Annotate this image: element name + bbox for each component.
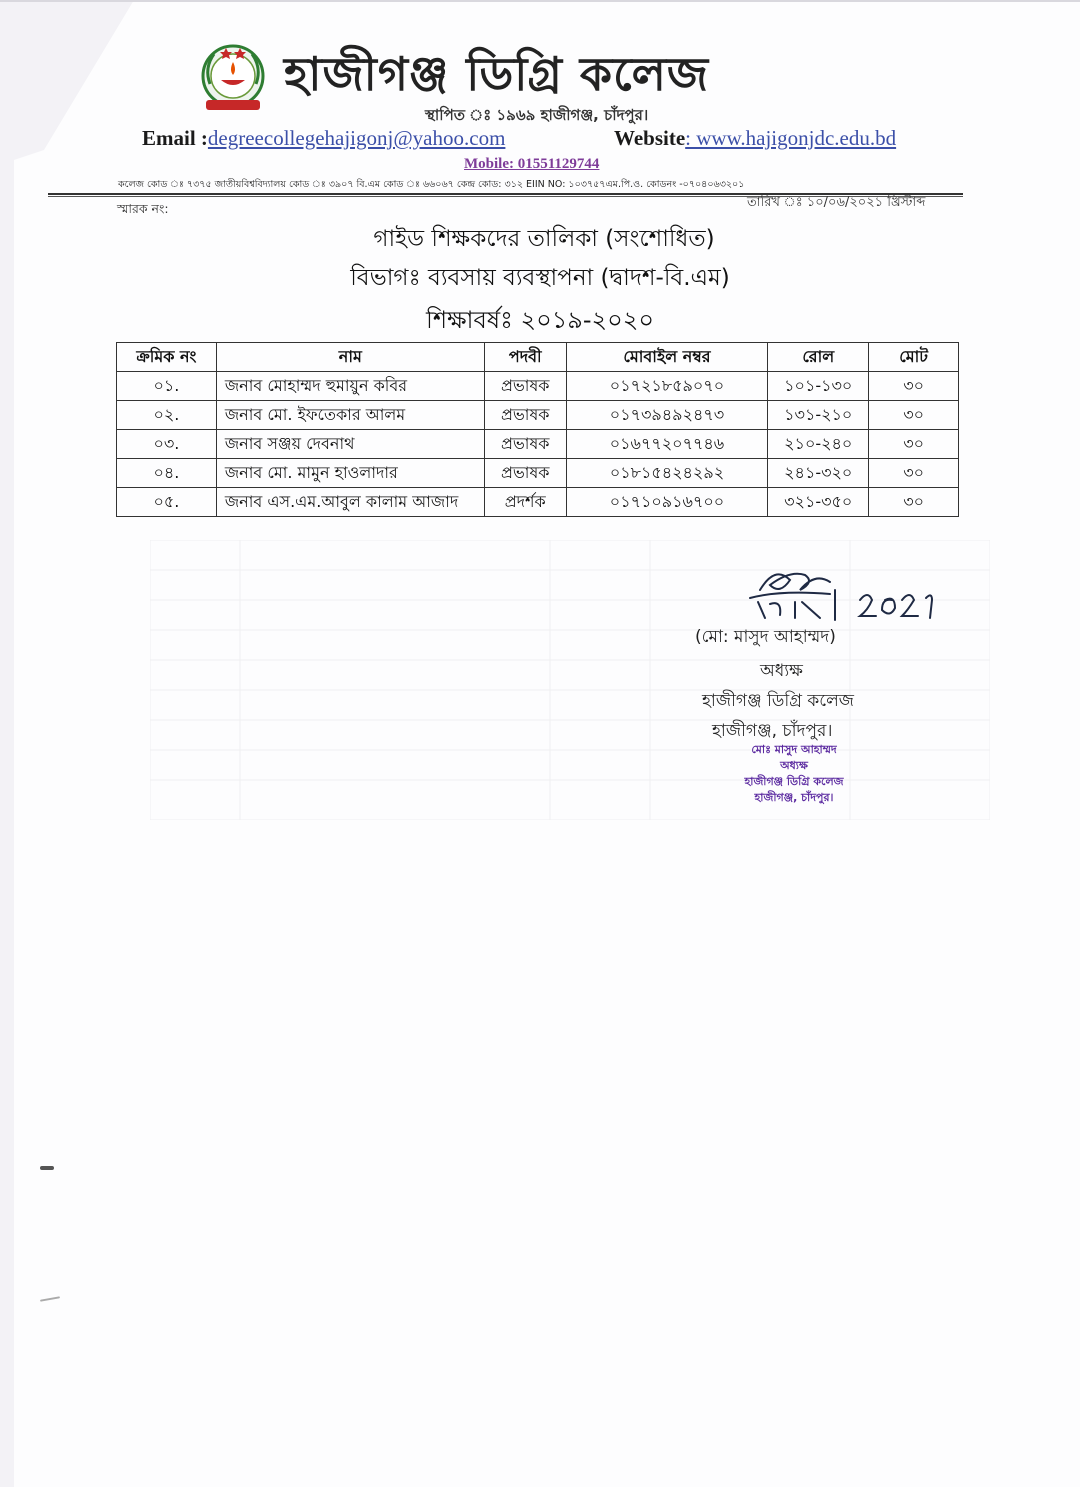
stamp-line: হাজীগঞ্জ ডিগ্রি কলেজ bbox=[744, 775, 844, 788]
principal-role: অধ্যক্ষ bbox=[760, 661, 803, 681]
contact-row bbox=[142, 126, 897, 151]
name-cell: জনাব মো. মামুন হাওলাদার bbox=[216, 459, 484, 488]
website-group bbox=[614, 126, 896, 151]
total-cell: ৩০ bbox=[869, 430, 959, 459]
list-title: গাইড শিক্ষকদের তালিকা (সংশোধিত) bbox=[373, 226, 715, 252]
col-mobile-header: মোবাইল নম্বর bbox=[566, 343, 768, 372]
col-serial-header: ক্রমিক নং bbox=[117, 343, 217, 372]
scan-edge bbox=[0, 0, 1080, 2]
principal-address: হাজীগঞ্জ, চাঁদপুর। bbox=[712, 721, 833, 741]
col-designation-header: পদবী bbox=[484, 343, 566, 372]
website-link[interactable]: : www.hajigonjdc.edu.bd bbox=[685, 126, 897, 150]
serial-cell: ০৩. bbox=[117, 430, 217, 459]
serial-cell: ০৫. bbox=[117, 488, 217, 517]
roll-cell: ২৪১-৩২০ bbox=[768, 459, 869, 488]
stamp-line: মোঃ মাসুদ আহাম্মদ bbox=[751, 743, 837, 756]
session-title: শিক্ষাবর্ষঃ ২০১৯-২০২০ bbox=[426, 306, 654, 334]
table-header-row bbox=[117, 343, 959, 372]
serial-cell: ০২. bbox=[117, 401, 217, 430]
total-cell: ৩০ bbox=[869, 459, 959, 488]
name-cell: জনাব সঞ্জয় দেবনাথ bbox=[216, 430, 484, 459]
memo-number: স্মারক নং: bbox=[117, 201, 169, 216]
table-row bbox=[117, 430, 959, 459]
handwritten-signature bbox=[720, 560, 950, 630]
table-row bbox=[117, 459, 959, 488]
roll-cell: ১৩১-২১০ bbox=[768, 401, 869, 430]
email-label: Email : bbox=[142, 126, 208, 150]
col-name-header: নাম bbox=[216, 343, 484, 372]
serial-cell: ০১. bbox=[117, 372, 217, 401]
document-date: তারিখ ঃ ১০/০৬/২০২১ খ্রিস্টাব্দ bbox=[747, 195, 926, 210]
roll-cell: ৩২১-৩৫০ bbox=[768, 488, 869, 517]
col-total-header: মোট bbox=[869, 343, 959, 372]
designation-cell: প্রদর্শক bbox=[484, 488, 566, 517]
mobile-number: Mobile: 01551129744 bbox=[464, 156, 600, 172]
designation-cell: প্রভাষক bbox=[484, 401, 566, 430]
college-title: হাজীগঞ্জ ডিগ্রি কলেজ bbox=[284, 47, 710, 101]
table-row bbox=[117, 488, 959, 517]
department-title: বিভাগঃ ব্যবসায় ব্যবস্থাপনা (দ্বাদশ-বি.এম) bbox=[350, 265, 730, 291]
designation-cell: প্রভাষক bbox=[484, 459, 566, 488]
scan-speck bbox=[40, 1166, 54, 1170]
guide-teachers-table bbox=[116, 342, 959, 517]
email-link[interactable]: degreecollegehajigonj@yahoo.com bbox=[207, 126, 506, 150]
designation-cell: প্রভাষক bbox=[484, 372, 566, 401]
college-logo bbox=[190, 40, 276, 116]
mobile-cell: ০১৬৭৭২০৭৭৪৬ bbox=[566, 430, 768, 459]
principal-college: হাজীগঞ্জ ডিগ্রি কলেজ bbox=[702, 691, 854, 711]
official-stamp bbox=[724, 742, 864, 806]
website-label: Website bbox=[614, 126, 686, 150]
total-cell: ৩০ bbox=[869, 372, 959, 401]
total-cell: ৩০ bbox=[869, 401, 959, 430]
stamp-line: অধ্যক্ষ bbox=[780, 759, 808, 772]
serial-cell: ০৪. bbox=[117, 459, 217, 488]
stamp-line: হাজীগঞ্জ, চাঁদপুর। bbox=[754, 791, 834, 804]
table-row bbox=[117, 372, 959, 401]
mobile-cell: ০১৭১০৯১৬৭০০ bbox=[566, 488, 768, 517]
table-row bbox=[117, 401, 959, 430]
mobile-cell: ০১৮১৫৪২৪২৯২ bbox=[566, 459, 768, 488]
designation-cell: প্রভাষক bbox=[484, 430, 566, 459]
roll-cell: ২১০-২৪০ bbox=[768, 430, 869, 459]
mobile-cell: ০১৭২১৮৫৯০৭০ bbox=[566, 372, 768, 401]
name-cell: জনাব মোহাম্মদ হুমায়ুন কবির bbox=[216, 372, 484, 401]
mobile-cell: ০১৭৩৯৪৯২৪৭৩ bbox=[566, 401, 768, 430]
roll-cell: ১০১-১৩০ bbox=[768, 372, 869, 401]
total-cell: ৩০ bbox=[869, 488, 959, 517]
institution-codes: কলেজ কোড ঃ ৭৩৭৫ জাতীয়বিশ্ববিদ্যালয় কোড ঃ ৩৯০৭ বি.এম কোড ঃ ৬৬০৬৭ কেন্দ্র কোড: ৩১২ EIIN NO: ১০৩৭৫৭এম.পি.ও. কোডনং -০৭০৪০৬৩২০১ bbox=[118, 179, 745, 190]
col-roll-header: রোল bbox=[768, 343, 869, 372]
established-line: স্থাপিত ঃ ১৯৬৯ হাজীগঞ্জ, চাঁদপুর। bbox=[425, 106, 649, 124]
name-cell: জনাব এস.এম.আবুল কালাম আজাদ bbox=[216, 488, 484, 517]
name-cell: জনাব মো. ইফতেকার আলম bbox=[216, 401, 484, 430]
principal-name: (মো: মাসুদ আহাম্মদ) bbox=[695, 627, 836, 647]
